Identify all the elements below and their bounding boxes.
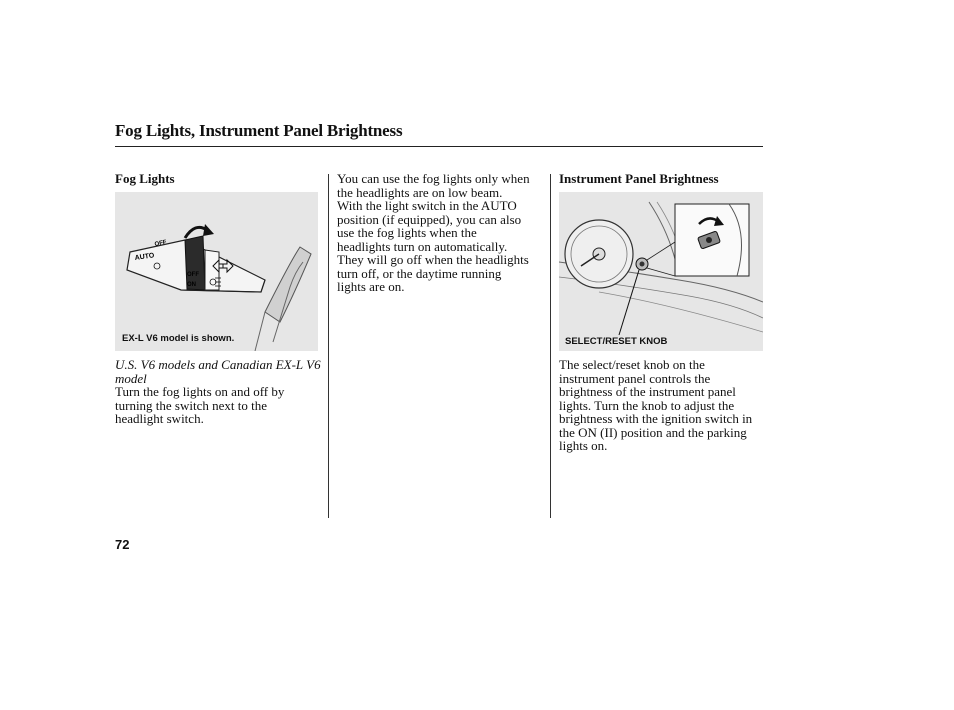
fog-light-switch-figure: [115, 192, 318, 351]
body-line: use the fog lights when the: [337, 225, 477, 240]
body-line: turning the switch next to the: [115, 397, 268, 413]
body-line: brightness with the ignition switch in: [559, 411, 753, 426]
middle-column-body: [337, 172, 530, 294]
body-line: the ON (II) position and the parking: [559, 424, 747, 440]
model-note: [115, 358, 321, 385]
instrument-panel-illustration: [559, 192, 763, 351]
model-note-line: model: [115, 370, 147, 386]
body-line: brightness of the instrument panel: [559, 384, 736, 399]
body-line: With the light switch in the AUTO: [337, 198, 517, 213]
body-line: headlight switch.: [115, 411, 204, 426]
body-line: the headlights are on low beam.: [337, 184, 503, 200]
instrument-panel-heading: Instrument Panel Brightness: [559, 171, 719, 186]
fog-light-switch-illustration: [115, 192, 318, 351]
body-line: position (if equipped), you can also: [337, 211, 522, 227]
column-divider-1: [328, 174, 329, 518]
column-divider-2: [550, 174, 551, 518]
body-line: lights on.: [559, 438, 608, 453]
body-line: The select/reset knob on the: [559, 357, 705, 372]
model-note-line: U.S. V6 models and Canadian EX-L V6: [115, 357, 321, 372]
select-reset-knob-caption: SELECT/RESET KNOB: [565, 336, 668, 347]
fog-figure-caption: EX-L V6 model is shown.: [122, 333, 235, 344]
body-line: They will go off when the headlights: [337, 252, 529, 267]
fog-lights-body: [115, 385, 284, 426]
title-divider: [115, 146, 763, 147]
page-title: Fog Lights, Instrument Panel Brightness: [115, 121, 403, 140]
body-line: lights. Turn the knob to adjust the: [559, 397, 735, 413]
body-line: Turn the fog lights on and off by: [115, 384, 285, 399]
page-number: 72: [115, 537, 130, 552]
body-line: turn off, or the daytime running: [337, 265, 502, 281]
label-off-top: OFF: [154, 239, 168, 248]
body-line: instrument panel controls the: [559, 370, 711, 386]
instrument-panel-figure: [559, 192, 763, 351]
fog-lights-heading: Fog Lights: [115, 171, 175, 186]
label-on: ON: [187, 282, 196, 288]
body-line: lights are on.: [337, 279, 405, 294]
label-off: OFF: [187, 272, 199, 278]
label-auto: AUTO: [134, 252, 155, 262]
body-line: You can use the fog lights only when: [337, 171, 530, 186]
body-line: headlights turn on automatically.: [337, 238, 508, 254]
instrument-panel-body: [559, 358, 752, 453]
